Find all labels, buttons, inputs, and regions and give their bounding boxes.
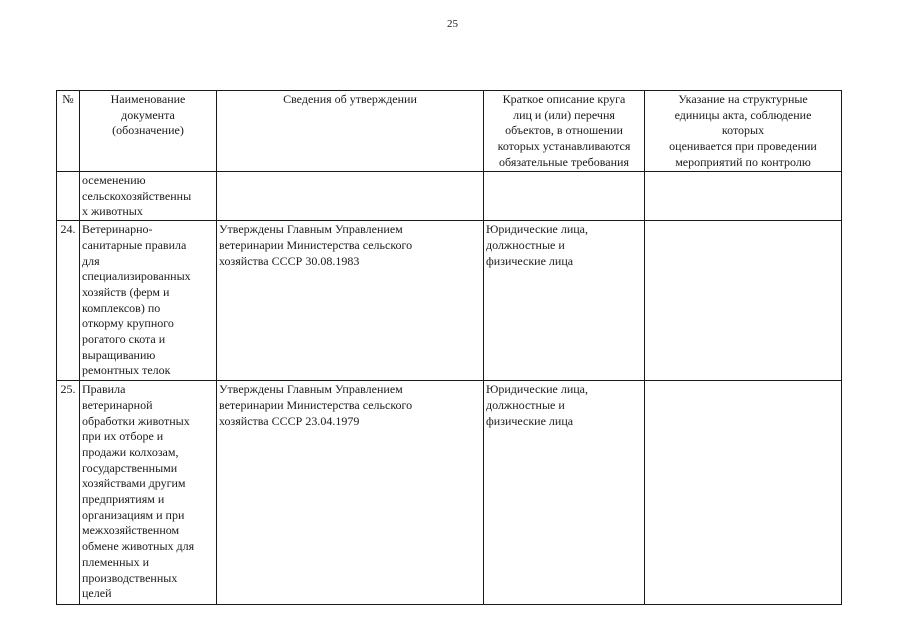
- structural-units-cell: [645, 381, 842, 605]
- header-subjects-description: Краткое описание круга лиц и (или) перечня объектов, в отношении которых устанавливаются обязательные требования: [484, 91, 645, 172]
- header-approval-info: Сведения об утверждении: [217, 91, 484, 172]
- row-number: 24.: [57, 221, 80, 381]
- document-name-cell: Правила ветеринарной обработки животных при их отборе и продажи колхозам, государственными хозяйствами другим предприятиям и организациям и при межхозяйственном обмене животных для племенных и производственных целей: [80, 381, 217, 605]
- approval-cell: Утверждены Главным Управлением ветеринарии Министерства сельского хозяйства СССР 30.08.1983: [217, 221, 484, 381]
- header-number: №: [57, 91, 80, 172]
- document-name-cell: осеменению сельскохозяйственны х животных: [80, 172, 217, 221]
- document-name-cell: Ветеринарно- санитарные правила для специализированных хозяйств (ферм и комплексов) по откорму крупного рогатого скота и выращиванию ремонтных телок: [80, 221, 217, 381]
- structural-units-cell: [645, 221, 842, 381]
- table-header-row: [57, 91, 842, 172]
- subjects-cell: Юридические лица, должностные и физические лица: [484, 381, 645, 605]
- table-row: [57, 221, 842, 381]
- page-number: 25: [447, 18, 458, 30]
- subjects-cell: [484, 172, 645, 221]
- row-number: 25.: [57, 381, 80, 605]
- requirements-table: [56, 90, 842, 605]
- subjects-cell: Юридические лица, должностные и физические лица: [484, 221, 645, 381]
- header-structural-units: Указание на структурные единицы акта, соблюдение которых оценивается при проведении мероприятий по контролю: [645, 91, 842, 172]
- header-document-name: Наименование документа (обозначение): [80, 91, 217, 172]
- approval-cell: [217, 172, 484, 221]
- structural-units-cell: [645, 172, 842, 221]
- table-row: [57, 381, 842, 605]
- approval-cell: Утверждены Главным Управлением ветеринарии Министерства сельского хозяйства СССР 23.04.1979: [217, 381, 484, 605]
- row-number: [57, 172, 80, 221]
- table-row: [57, 172, 842, 221]
